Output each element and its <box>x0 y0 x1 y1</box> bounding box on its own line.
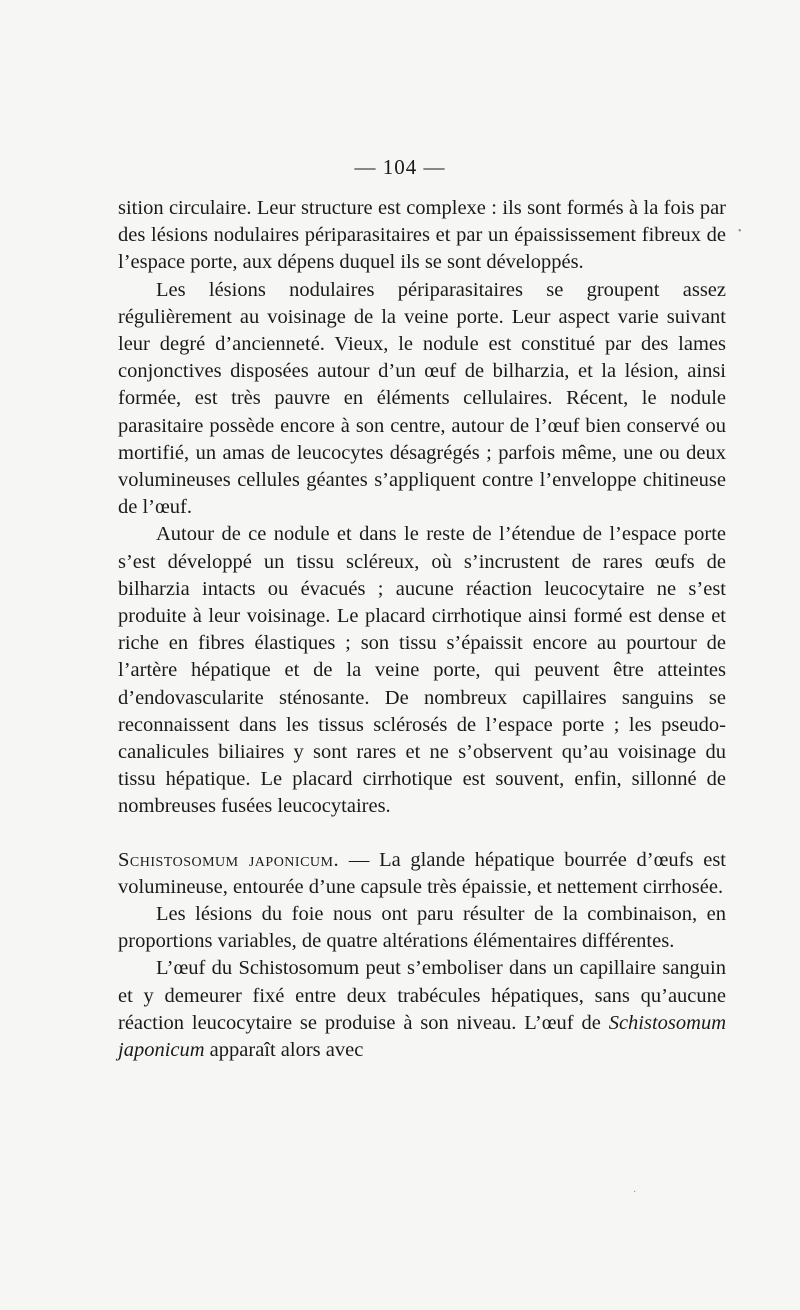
page-number: — 104 — <box>354 155 446 179</box>
species-name: Schistosomum japonicum <box>118 1011 726 1062</box>
egg-text-end: apparaît alors avec <box>204 1039 364 1062</box>
paragraph-sclerous-tissue: Autour de ce nodule et dans le reste de l’étendue de l’espace porte s’est développé un tissu scléreux, où s’incrustent de rares œufs de bilharzia intacts ou évacués ; aucune réaction leucocytaire ne s’est produite à leur voisinage. Le placard cirrhotique ainsi formé est dense et riche en fibres élastiques ; son tissu s’épaissit encore au pourtour de l’artère hépatique et de la veine porte, qui peuvent être atteintes d’endovascularite sténosante. De nombreux capillaires sanguins se reconnaissent dans les tissus sclérosés de l’espace porte ; les pseudo-canalicules biliaires y sont rares et ne s’observent qu’au voisinage du tissu hépatique. Le placard cirrhotique est souvent, enfin, sillonné de nombreuses fusées leucocytaires. <box>118 523 726 818</box>
paper-speck: • <box>738 226 742 237</box>
paper-speck: · <box>633 1187 637 1198</box>
paragraph-continuation: sition circulaire. Leur structure est complexe : ils sont formés à la fois par des lésions nodulaires périparasitaires et par un épaississement fibreux de l’espace porte, aux dépens duquel ils se sont développés. <box>118 197 726 274</box>
section-japonicum <box>118 847 726 901</box>
egg-text-start: L’œuf du Schistosomum peut s’emboliser dans un capillaire sanguin et y demeurer fixé entre deux trabécules hépatiques, sans qu’aucune réaction leucocytaire se produise à son niveau. L’œuf de <box>118 957 726 1034</box>
paragraph-egg-embolism <box>118 955 726 1064</box>
paragraph-liver-lesions: Les lésions du foie nous ont paru résulter de la combinaison, en proportions variables, de quatre altérations élémentaires différentes. <box>118 903 726 953</box>
section-heading: Schistosomum japonicum. <box>118 848 340 871</box>
body-text <box>118 195 726 1064</box>
section-intro: — La glande hépatique bourrée d’œufs est volumineuse, entourée d’une capsule très épaissie, et nettement cirrhosée. <box>118 848 726 898</box>
paragraph-nodular-lesions: Les lésions nodulaires périparasitaires se groupent assez régulièrement au voisinage de la veine porte. Leur aspect varie suivant leur degré d’ancienneté. Vieux, le nodule est constitué par des lames conjonctives disposées autour d’un œuf de bilharzia, et la lésion, ainsi formée, est très pauvre en éléments cellulaires. Récent, le nodule parasitaire possède encore à son centre, autour de l’œuf bien conservé ou mortifié, un amas de leucocytes désagrégés ; parfois même, une ou deux volumineuses cellules géantes s’appliquent contre l’enveloppe chitineuse de l’œuf. <box>118 278 726 519</box>
